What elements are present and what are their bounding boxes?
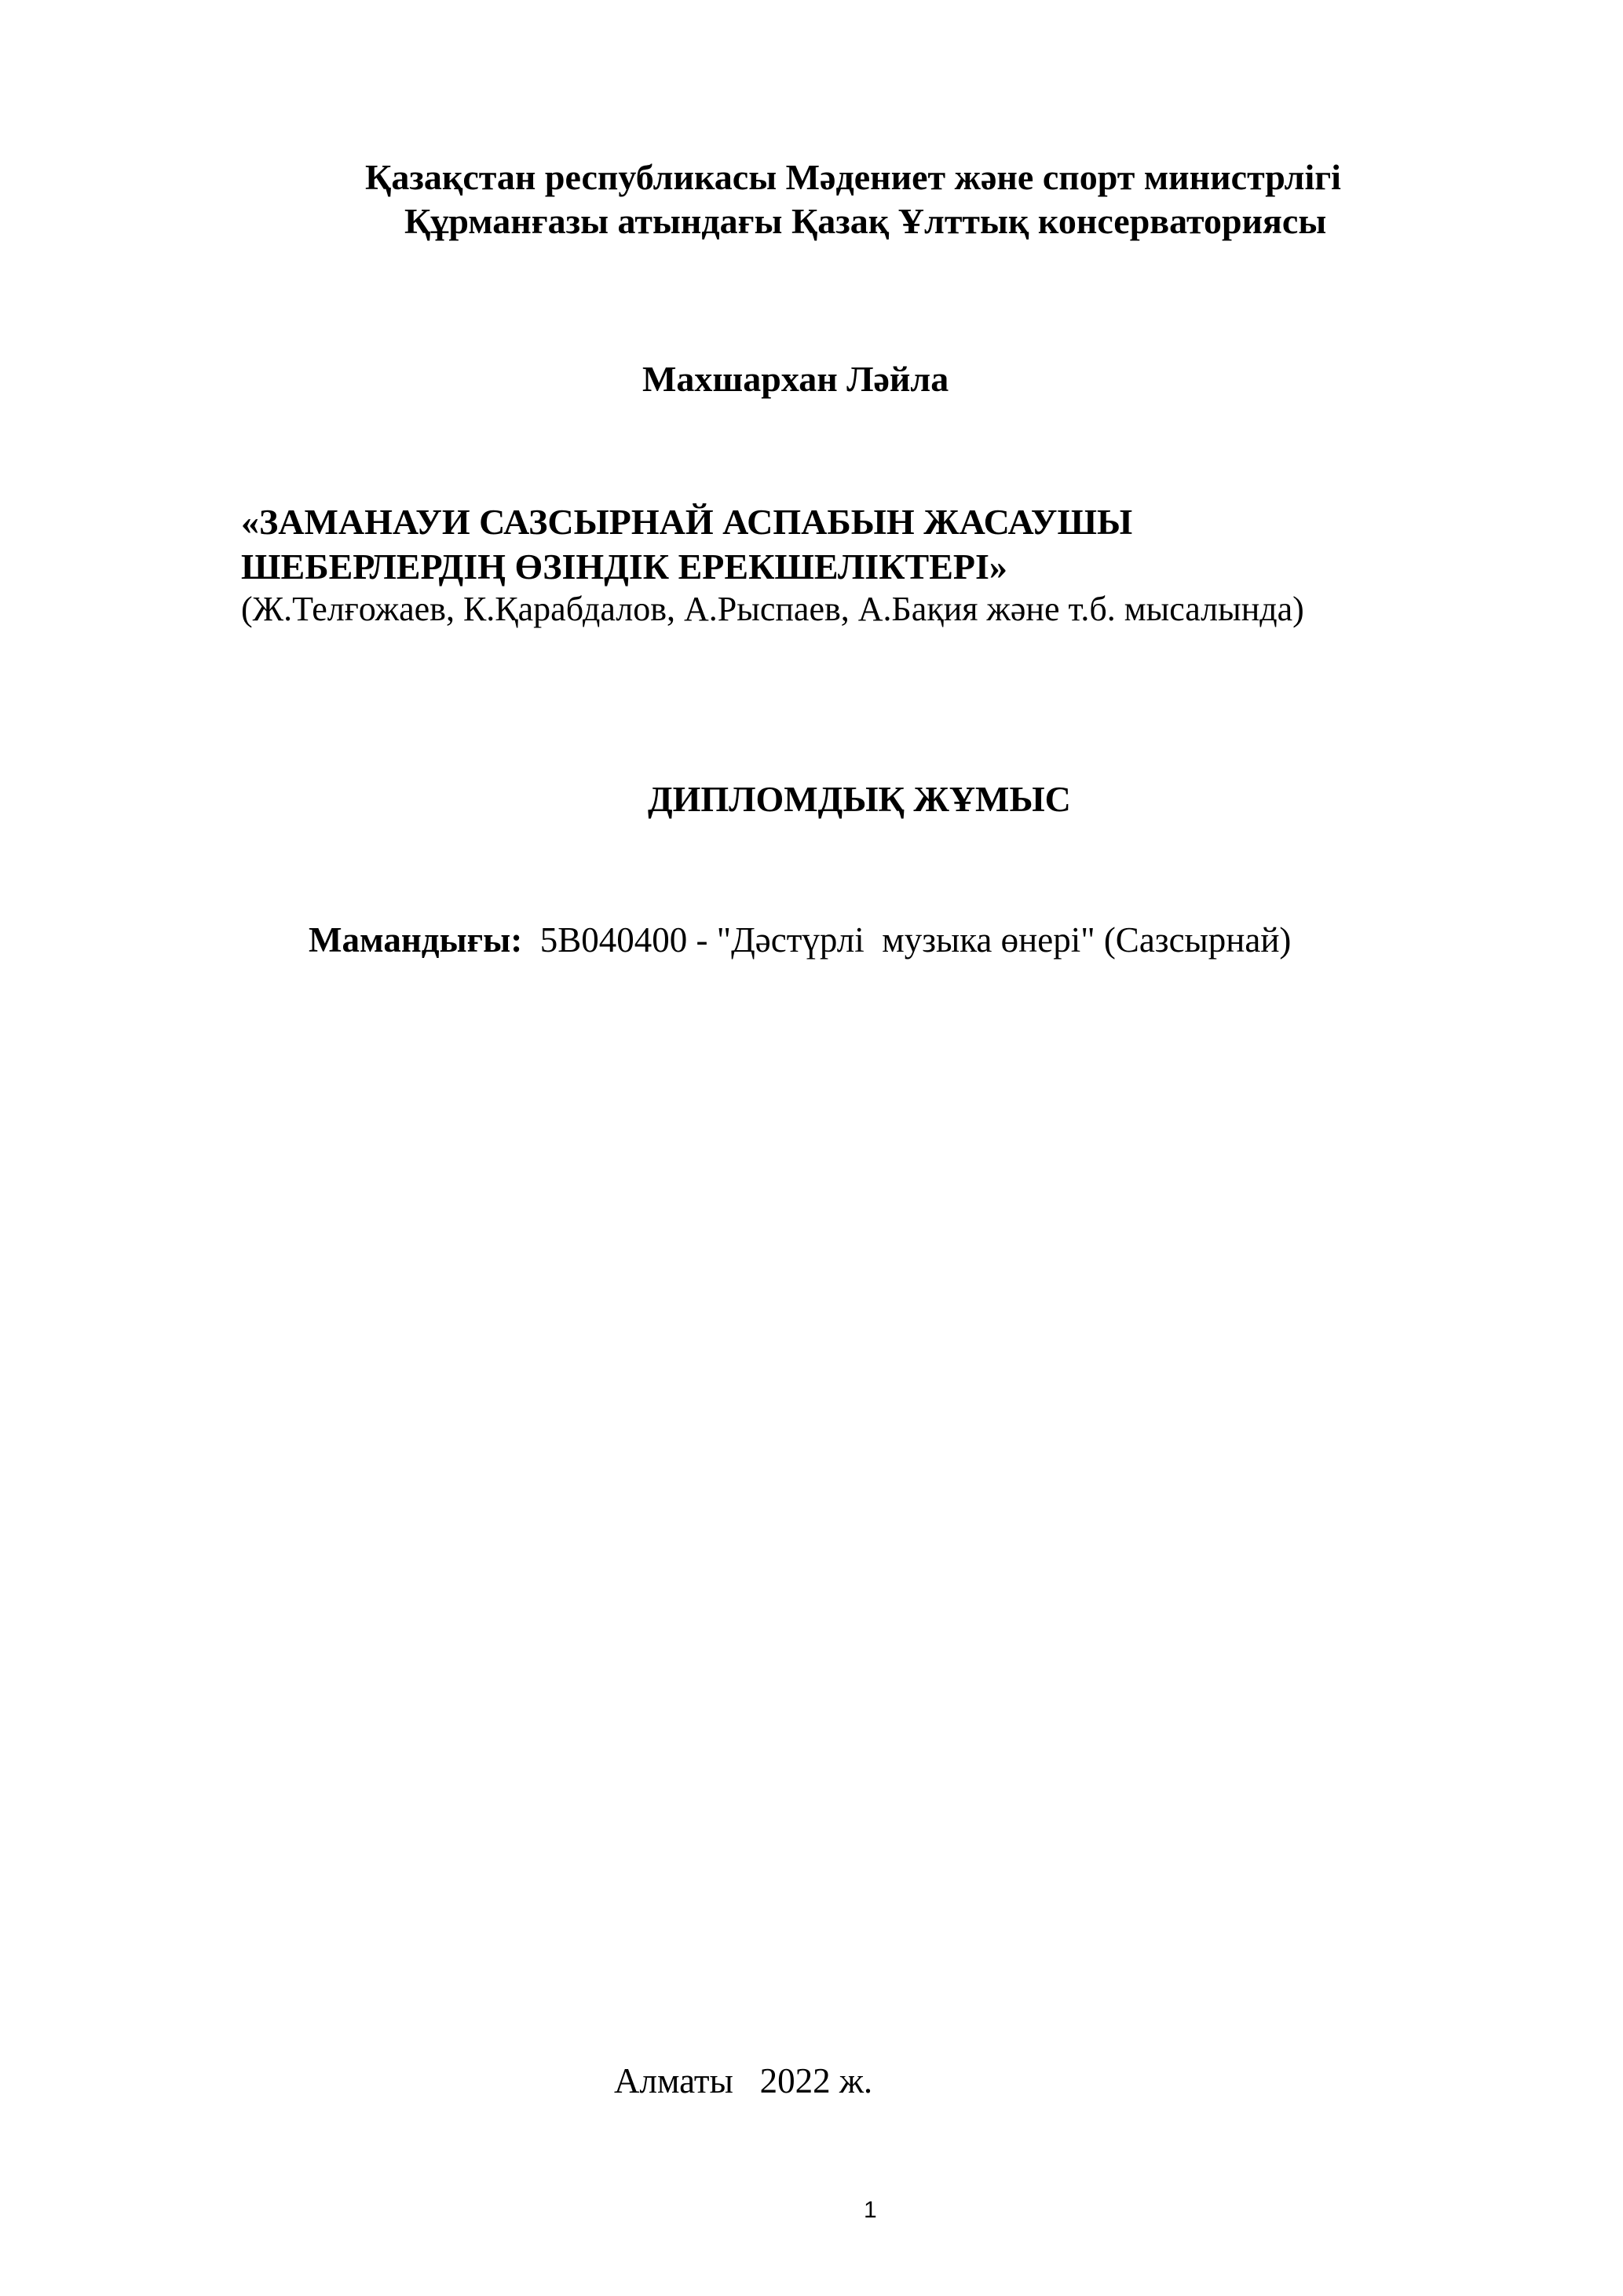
specialty-value: 5В040400 - "Дәстүрлі музыка өнері" (Сазсырнай) <box>522 920 1292 960</box>
specialty-label: Мамандығы: <box>309 920 523 960</box>
thesis-subtitle-examples: (Ж.Телғожаев, К.Қарабдалов, А.Рыспаев, А.Бақия және т.б. мысалында) <box>241 590 1304 628</box>
thesis-title-line-1: «ЗАМАНАУИ САЗСЫРНАЙ АСПАБЫН ЖАСАУШЫ <box>241 502 1133 542</box>
page-number: 1 <box>864 2197 877 2223</box>
ministry-heading: Қазақстан республикасы Мәдениет және спорт министрлігі <box>365 157 1341 197</box>
work-type-heading: ДИПЛОМДЫҚ ЖҰМЫС <box>648 779 1071 819</box>
thesis-title-line-2: ШЕБЕРЛЕРДІҢ ӨЗІНДІК ЕРЕКШЕЛІКТЕРІ» <box>241 547 1007 587</box>
author-name: Махшархан Ләйла <box>642 359 949 399</box>
specialty-line <box>309 920 1292 960</box>
city-year: Алматы 2022 ж. <box>614 2061 873 2100</box>
conservatory-heading: Құрманғазы атындағы Қазақ Ұлттық консерваториясы <box>404 201 1327 241</box>
